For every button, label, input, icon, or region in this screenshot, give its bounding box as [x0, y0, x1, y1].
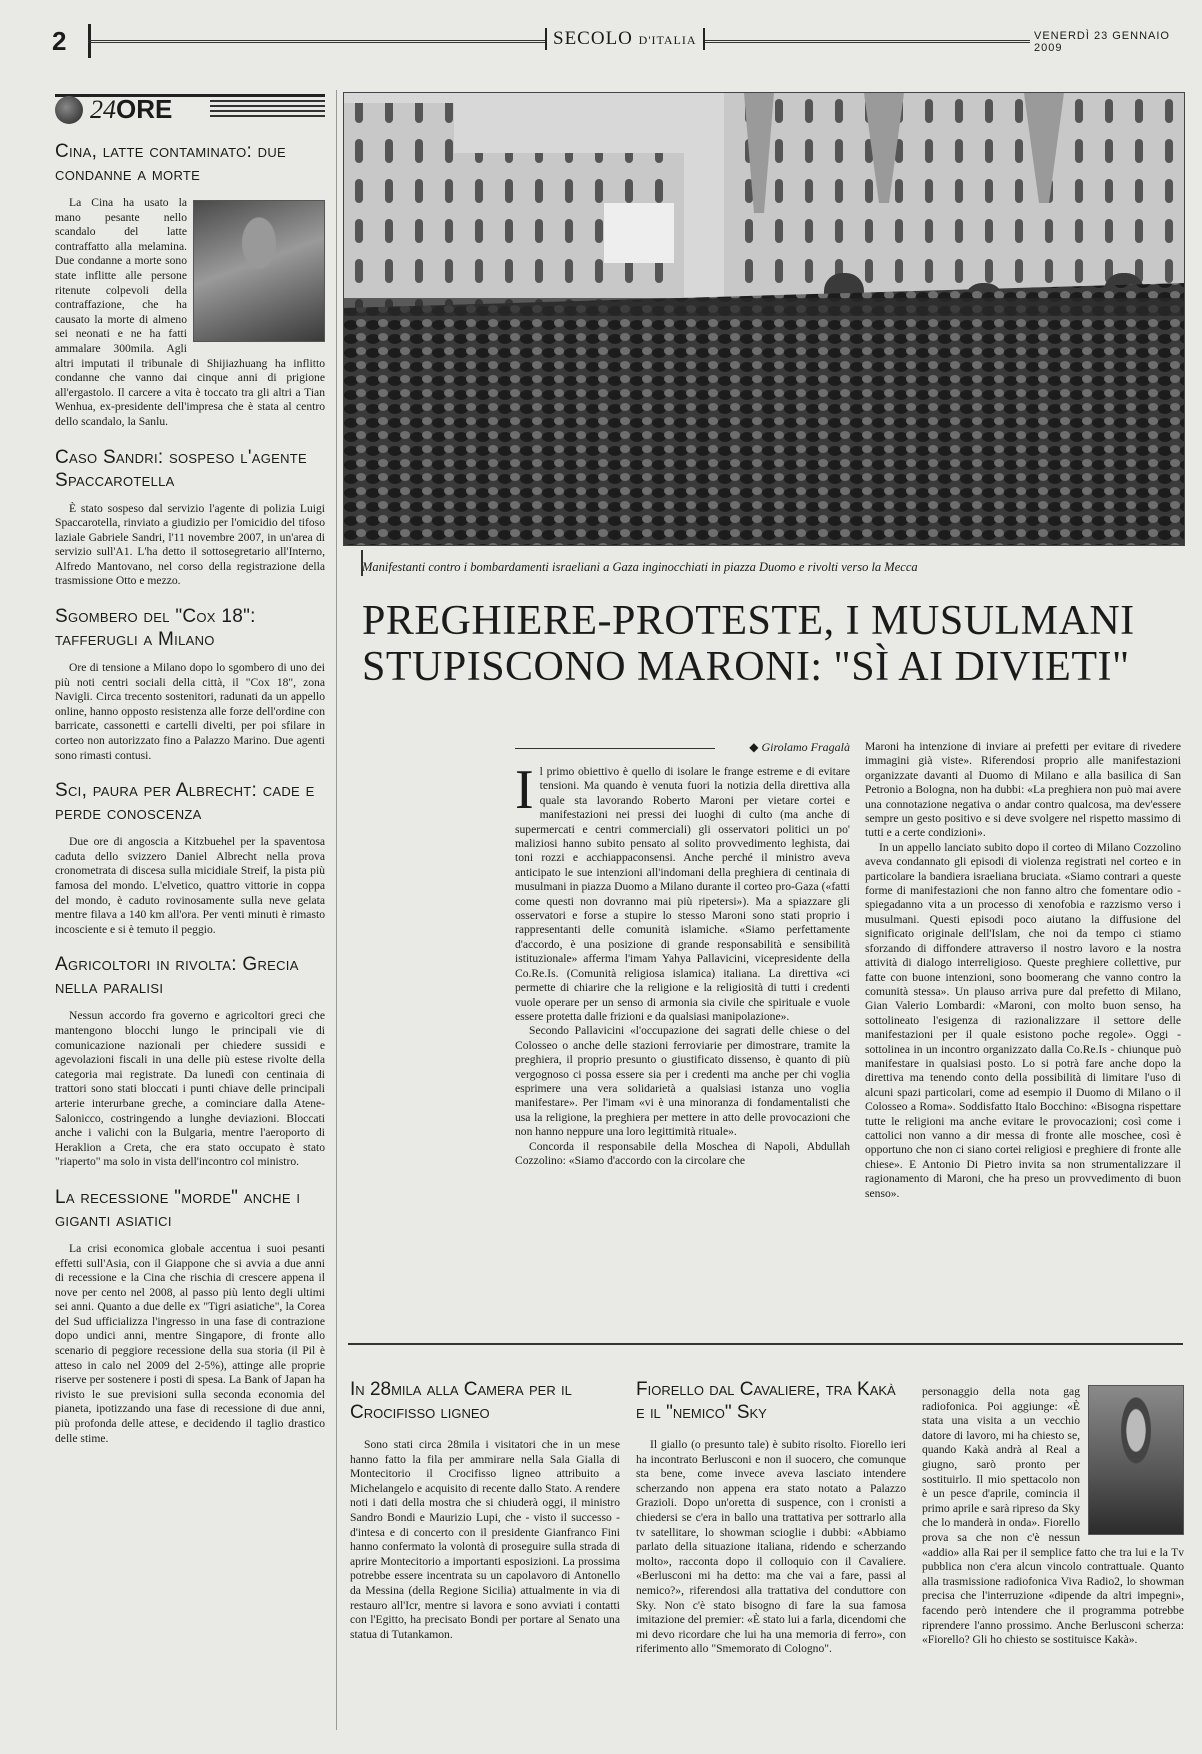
- article-paragraph: l primo obiettivo è quello di isolare le frange estreme e di evitare tensioni. Ma quando è venuta fuori la notizia della direttiva alla quale sta lavorando Roberto Maroni per vietare cortei e manifestazioni nei pressi dei luoghi di culto (ma anche di supermercati e centri commerciali) gli osservatori politici un po' maliziosi hanno subito pensato al solito provvedimento leghista, dai toni rozzi e acchiappaconsensi. Anche perché il ministro aveva anticipato le sue intenzioni all'indomani della preghiera di centinaia di musulmani in piazza Duomo a Milano durante il corteo pro-Gaza («fatti come questi non dovranno mai più ripetersi»). Ma a spiazzare gli osservatori e forse a stupire lo stesso Maroni sono stati proprio i rappresentanti delle comunità islamiche. «Siamo perfettamente d'accordo, è una posizione di grande responsabilità e sensibilità istituzionale» afferma l'imam Yahya Pallavicini, vicepresidente della Co.Re.Is. (Comunità religiosa islamica) italiana. La direttiva «ci permette di chiarire che la religione e la religiosità di tutti i credenti vuole operare per un senso di armonia sia civile che spirituale e vuole essere protetta dalle frizioni e da qualsiasi manipolazione».: [515, 765, 850, 1023]
- brief-item: [55, 1186, 325, 1446]
- article-column-1: [515, 759, 850, 1320]
- brief-headline: Caso Sandri: sospeso l'agente Spaccarotella: [55, 446, 307, 491]
- issue-date: VENERDÌ 23 GENNAIO 2009: [1030, 30, 1202, 54]
- fiorello-photo: [1088, 1385, 1184, 1535]
- article-paragraph: Secondo Pallavicini «l'occupazione dei sagrati delle chiese o del Colosseo o anche delle stazioni ferroviarie per dimostrare, tramite la preghiera, il proprio presunto o giustificato dissenso, è quanto di più vergognoso ci possa essere sia per i credenti ma anche per chi voglia esprimere una vera solidarietà a qualsiasi istanza uno voglia manifestare». Per l'imam «vi è una minoranza di fondamentalisti che usa la religione, la preghiera per mettere in atto delle provocazioni che non hanno neppure una loro legittimità rituale».: [515, 1024, 850, 1139]
- drop-cap: I: [515, 759, 534, 821]
- newspaper-suffix: D'ITALIA: [638, 33, 697, 47]
- main-headline-line1: PREGHIERE-PROTESTE, I MUSULMANI: [362, 598, 1135, 644]
- section-logo-word: ORE: [116, 94, 173, 124]
- main-headline: [362, 598, 1182, 690]
- brief-item: [55, 779, 325, 937]
- column-separator: [336, 90, 337, 1730]
- section-logo: [90, 94, 172, 125]
- brief-headline: Sgombero del "Cox 18": tafferugli a Milano: [55, 606, 256, 651]
- brief-headline: Sci, paura per Albrecht: cade e perde conoscenza: [55, 780, 315, 825]
- page-number: 2: [52, 26, 67, 56]
- brief-body: La Cina ha usato la mano pesante nello scandalo del latte contraffatto alla melamina. Due condanne a morte sono state inflitte alle persone ritenute colpevoli della contraffazione, che ha causato la morte di almeno sei neonati e ne ha fatti ammalare 300mila. Agli altri imputati il tribunale di Shijiazhuang ha inflitto condanne che vanno dai cinque anni di prigione all'ergastolo. Il carcere a vita è toccato tra gli altri a Tian Wenhua, ex-presidente dell'impresa che è stata al centro dello scandalo, la Sanlu.: [55, 196, 325, 428]
- news-briefs-column: [55, 134, 325, 1445]
- brief-body: Due ore di angoscia a Kitzbuehel per la spaventosa caduta dello svizzero Daniel Albrecht nella prova cronometrata di discesa sulla micidiale Streif, la pista più famosa del mondo. L'elvetico, quattro vittorie in coppa del mondo, è caduto rovinosamente sulla neve gelata mentre filava a 140 km all'ora. Per venti minuti è rimasto incosciente e si è temuto il peggio.: [55, 835, 325, 936]
- bottom-story: [636, 1378, 906, 1738]
- bottom-story-headline: Fiorello dal Cavaliere, tra Kakà e il "nemico" Sky: [636, 1379, 896, 1423]
- bottom-story-continued: [922, 1385, 1184, 1648]
- globe-icon: [55, 96, 83, 124]
- byline-author: Girolamo Fragalà: [761, 740, 850, 754]
- soldier-photo: [193, 200, 325, 342]
- brief-headline: Cina, latte contaminato: due condanne a morte: [55, 141, 287, 185]
- article-column-2: [865, 740, 1181, 1320]
- byline: ◆ Girolamo Fragalà: [749, 740, 850, 754]
- brief-body: Nessun accordo fra governo e agricoltori greci che mantengono blocchi lungo le principali vie di comunicazione nazionali per chiedere sussidi e agevolazioni fiscali in una delle più estese rivolte della categoria mai registrate. Da lunedì con centinaia di trattori sono stati bloccati i punti chiave delle principali arterie interurbane greche, a cominciare dalla Atene-Salonicco, costringendo a lunghe deviazioni. Bloccati anche i valichi con la Bulgaria, mentre l'aeroporto di Heraklion a Creta, che era stato occupato è stato "riaperto" ma solo in vista dell'incontro col ministro.: [55, 1009, 325, 1169]
- brief-body: È stato sospeso dal servizio l'agente di polizia Luigi Spaccarotella, rinviato a giudizio per l'omicidio del tifoso laziale Gabriele Sandri, l'11 novembre 2007, in un'area di servizio sull'A1. L'ha detto il sottosegretario all'Interno, Alfredo Mantovano, nel corso della registrazione della trasmissione Otto e mezzo.: [55, 501, 325, 588]
- bottom-story-headline: In 28mila alla Camera per il Crocifisso ligneo: [350, 1379, 572, 1423]
- bottom-story: [350, 1378, 620, 1738]
- brief-headline: Agricoltori in rivolta: Grecia nella paralisi: [55, 954, 299, 999]
- photo-illustration: [344, 93, 1184, 545]
- article-paragraph: Concorda il responsabile della Moschea di Napoli, Abdullah Cozzolino: «Siamo d'accordo con la circolare che: [515, 1139, 850, 1167]
- bottom-story-body: personaggio della nota gag radiofonica. Poi aggiunge: «È stata una visita a un vecchio datore di lavoro, mi ha chiesto se, quando Kakà andrà al Real a giugno, sarò pronto per sostituirlo. Il mio spettacolo non è un pesce d'aprile, comincia il primo aprile e sarà ripreso da Sky che lo manderà in onda». Fiorello prova sa che non c'è nessun «addio» alla Rai per il semplice fatto che tra lui e la Tv pubblica non c'era alcun vincolo contrattuale. Quanto alla trasmissione radiofonica Viva Radio2, lo showman precisa che l'interruzione «dipende da altri impegni», facendo però intendere che il programma potrebbe riprendere l'anno prossimo. Anche Berlusconi scherza: «Fiorello? Gli ho chiesto se sostituisce Kakà».: [922, 1385, 1184, 1647]
- brief-body: La crisi economica globale accentua i suoi pesanti effetti sull'Asia, con il Giappone che si avvia a due anni di recessione e la Cina che rischia di crescere appena il nove per cento nel 2008, al passo più lento degli ultimi sei anni. Quanto a due delle ex "Tigri asiatiche", la Corea del Sud ufficializza l'ingresso in una fase di contrazione dopo undici anni, mentre Singapore, di fronte allo scenario di peggiore recessione della sua storia (il Pil è atteso in calo nel 2009 del 2-5%), attinge alle proprie riserve per sostenere i posti di spesa. La Bank of Japan ha rivisto le sue previsioni sulla seconda economia del pianeta, ipotizzando una fase di recessione di due anni, più profonda delle attese, e decidendo il taglio drastico delle stime.: [55, 1241, 325, 1445]
- brief-item: [55, 953, 325, 1170]
- brief-item: [55, 140, 325, 430]
- brief-item: [55, 446, 325, 590]
- photo-caption: Manifestanti contro i bombardamenti israeliani a Gaza inginocchiati in piazza Duomo e rivolti verso la Mecca: [362, 560, 918, 574]
- piazza-duomo-photo: [343, 92, 1185, 546]
- section-logo-lines: [210, 100, 325, 118]
- newspaper-name: [545, 28, 705, 50]
- brief-headline: La recessione "morde" anche i giganti asiatici: [55, 1186, 301, 1231]
- newspaper-title: SECOLO: [553, 28, 633, 49]
- brief-item: [55, 605, 325, 763]
- brief-body: Ore di tensione a Milano dopo lo sgombero di uno dei più noti centri sociali della città, il "Cox 18", zona Navigli. Circa trecento sostenitori, radunati da un appello online, hanno opposto resistenza alle forze dell'ordine con barricate, cassonetti e cartelli divelti, per poi sfilare in corteo non autorizzato fino a Palazzo Marino. Due agenti sono rimasti contusi.: [55, 661, 325, 762]
- bottom-story-body: Sono stati circa 28mila i visitatori che in un mese hanno fatto la fila per ammirare nella Sala Gialla di Montecitorio il Crocifisso ligneo attribuito a Michelangelo e acquisito di recente dallo Stato. A rendere noti i dati della mostra che si chiuderà oggi, il ministro Sandro Bondi e Maurizio Lupi, che - visto il successo - d'intesa e di concerto con il presidente Gianfranco Fini hanno confermato la volontà di proseguire sulla strada di aprire Montecitorio a importanti esposizioni. La prossima potrebbe essere incentrata su un capolavoro di Antonello da Messina (della Regione Sicilia) attualmente in via di restauro all'Icr, mentre si lavora e sono avviati i contatti con l'Egitto, ha precisato Bondi per portare al Senato una statua di Tutankamon.: [350, 1438, 620, 1641]
- section-logo-number: 24: [90, 95, 116, 124]
- main-headline-line2: STUPISCONO MARONI: "SÌ AI DIVIETI": [362, 644, 1130, 690]
- article-paragraph: In un appello lanciato subito dopo il corteo di Milano Cozzolino aveva condannato gli episodi di violenza registrati nel corteo e in particolare la bandiera israeliana bruciata. «Siamo contrari a queste forme di manifestazioni che non fanno altro che fomentare odio - spiegadanno vita a un processo di xenofobia e razzismo verso i musulmani. Questi episodi poco aiutano la diffusione del significato originale dell'Islam, che noi da tempo ci stiamo sforzando di diffondere attraverso il nostro lavoro e la nostra attività di dialogo interreligioso. Queste preghiere collettive, pur fatte con buone intenzioni, sono boomerang che vanno contro la comunità stessa». Un plauso arriva pure dal prefetto di Milano, Gian Valerio Lombardi: «Maroni, con molto buon senso, ha sottolineato l'esigenza di razionalizzare il settore delle manifestazioni per il quale esistono poche regole». Oggi - sottolinea in un incontro organizzato dalla Co.Re.Is - chiunque può manifestare in qualsiasi posto. Lo si potrà fare anche dopo la direttiva ma tenendo conto della possibilità di limitare l'uso di alcuni spazi particolari, come ad esempio il Duomo di Milano o il Colosseo a Roma». Soddisfatto Italo Bocchino: «Bisogna rispettare tutte le religioni ma anche evitare le provocazioni; così come i cattolici non vanno a dir messa di fronte alle moschee, così è opportuno che non ci siano cortei religiosi e preghiere di fronte alle chiese». E Antonio Di Pietro invita sa non strumentalizzare il ragionamento di Maroni, che ha preso un provvedimento di buon senso».: [865, 840, 1181, 1200]
- article-paragraph: Maroni ha intenzione di inviare ai prefetti per evitare di rivedere immagini già viste». Riferendosi proprio alle manifestazioni organizzate davanti al Duomo di Milano e alla basilica di San Petronio a Bologna, non ha dubbi: «La preghiera non può mai avere una connotazione negativa o andar contro qualcosa, ma dev'essere sempre un gesto positivo e si deve svolgere nel rispetto massimo di tutti e a certe condizioni».: [865, 740, 1181, 840]
- section-divider: [348, 1343, 1183, 1345]
- bottom-story-body: Il giallo (o presunto tale) è subito risolto. Fiorello ieri ha incontrato Berlusconi e non il suocero, che comunque sta bene, come invece aveva lasciato intendere scherzando non appena era stato notato a Palazzo Grazioli. Dopo un'oretta di suspence, con i cronisti a chiedersi se c'era in ballo una trattativa per sottrarlo alla tv satellitare, lo showman scioglie i dubbi: «Abbiamo parlato della situazione italiana, ridendo e scherzando molto», racconta dopo il colloquio con il Cavaliere. «Berlusconi mi ha detto: ma che vai a fare, passi al nemico?», riferendosi alla trattativa del conduttore con Sky. Non c'è stato bisogno di fare la sua famosa imitazione del premier: «È stato lui a farla, dicendomi che mi devo ricordare che lui ha una memoria di ferro», con riferimento allo "Smemorato di Cologno".: [636, 1438, 906, 1656]
